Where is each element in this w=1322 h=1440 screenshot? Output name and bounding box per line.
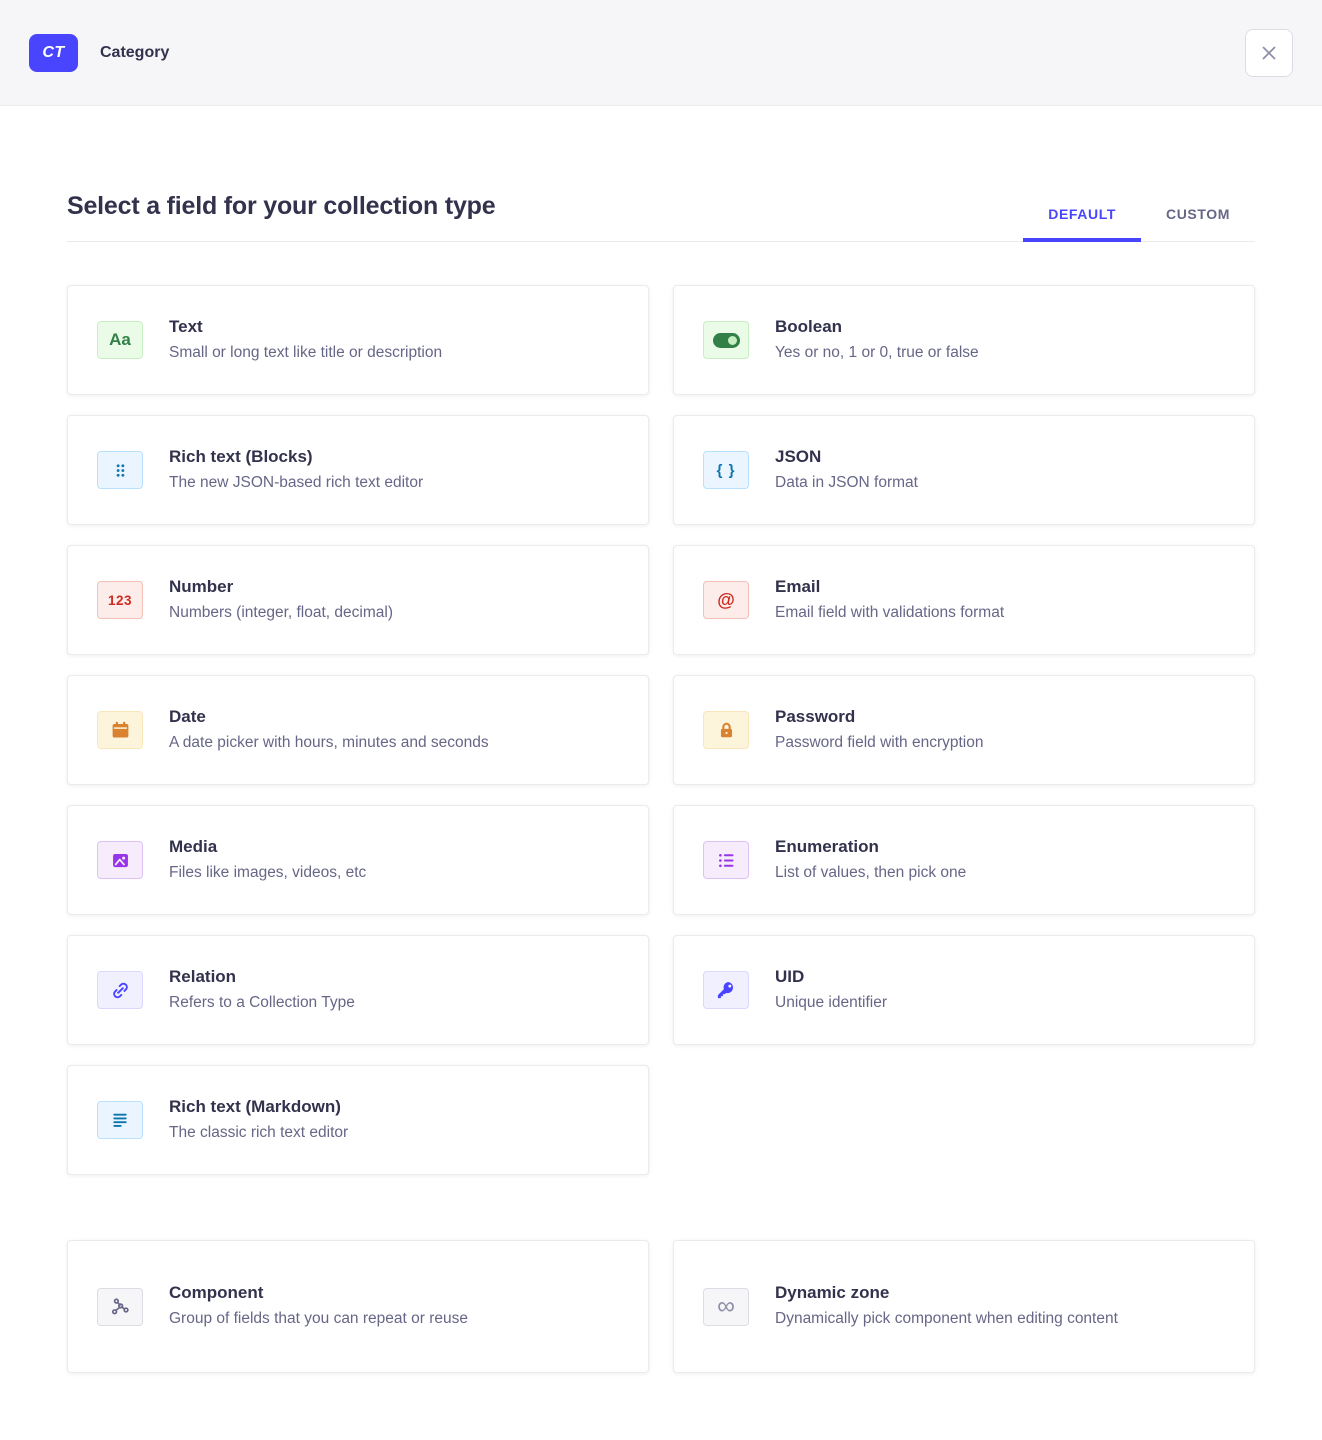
field-description: Files like images, videos, etc <box>169 863 367 881</box>
aa-glyph: Aa <box>109 330 131 349</box>
key-icon <box>703 971 749 1009</box>
tab-custom[interactable]: CUSTOM <box>1141 198 1255 241</box>
nodes-icon <box>97 1288 143 1326</box>
field-card-richtext-blocks[interactable] <box>67 415 649 525</box>
field-description: Small or long text like title or description <box>169 343 443 361</box>
field-card-json[interactable] <box>673 415 1255 525</box>
advanced-fields-grid <box>67 1240 1255 1373</box>
calendar-icon <box>97 711 143 749</box>
page-title: Select a field for your collection type <box>67 192 496 220</box>
field-title: UID <box>775 966 805 986</box>
field-title: Media <box>169 836 218 856</box>
field-card-number[interactable] <box>67 545 649 655</box>
close-icon <box>1258 42 1280 64</box>
field-title: Enumeration <box>775 836 879 856</box>
field-description: The classic rich text editor <box>169 1123 349 1141</box>
field-description: Dynamically pick component when editing content <box>775 1310 1118 1328</box>
field-description: Yes or no, 1 or 0, true or false <box>775 343 979 361</box>
field-description: Group of fields that you can repeat or reuse <box>169 1310 468 1328</box>
field-card-richtext-markdown[interactable] <box>67 1065 649 1175</box>
content-type-badge: CT <box>29 34 78 72</box>
field-description: A date picker with hours, minutes and seconds <box>169 733 489 751</box>
field-description: Data in JSON format <box>775 473 918 491</box>
align-left-icon <box>97 1101 143 1139</box>
field-title: Relation <box>169 966 237 986</box>
field-title: Boolean <box>775 316 843 336</box>
field-description: Numbers (integer, float, decimal) <box>169 603 393 621</box>
field-description: Unique identifier <box>775 993 888 1011</box>
field-description: Password field with encryption <box>775 733 984 751</box>
number-glyph: 123 <box>107 592 133 608</box>
field-title: Date <box>169 706 206 726</box>
field-title: Email <box>775 576 821 596</box>
field-title: Rich text (Blocks) <box>169 446 313 466</box>
bullet-list-icon <box>703 841 749 879</box>
field-title: Password <box>775 706 856 726</box>
field-title: Rich text (Markdown) <box>169 1096 341 1116</box>
field-description: The new JSON-based rich text editor <box>169 473 424 491</box>
lock-icon <box>703 711 749 749</box>
field-title: Number <box>169 576 234 596</box>
field-title: Component <box>169 1283 264 1303</box>
field-description: Refers to a Collection Type <box>169 993 355 1011</box>
field-card-boolean[interactable] <box>673 285 1255 395</box>
field-card-dynamic-zone[interactable] <box>673 1240 1255 1373</box>
infinity-icon <box>703 1288 749 1326</box>
field-title: Dynamic zone <box>775 1283 890 1303</box>
field-title: JSON <box>775 446 822 466</box>
field-description: Email field with validations format <box>775 603 1005 621</box>
at-glyph: @ <box>717 589 735 610</box>
text-aa-icon <box>97 321 143 359</box>
field-card-enumeration[interactable] <box>673 805 1255 915</box>
default-fields-grid <box>67 285 1255 1175</box>
field-card-uid[interactable] <box>673 935 1255 1045</box>
infinity-glyph: ∞ <box>717 1292 735 1320</box>
field-card-password[interactable] <box>673 675 1255 785</box>
modal-header <box>0 0 1322 106</box>
modal-body <box>0 192 1322 1437</box>
toggle-icon <box>703 321 749 359</box>
blocks-dots-icon <box>97 451 143 489</box>
field-card-date[interactable] <box>67 675 649 785</box>
field-card-component[interactable] <box>67 1240 649 1373</box>
field-card-media[interactable] <box>67 805 649 915</box>
close-button[interactable] <box>1245 29 1293 77</box>
field-card-relation[interactable] <box>67 935 649 1045</box>
field-card-text[interactable] <box>67 285 649 395</box>
json-braces-icon <box>703 451 749 489</box>
tabs <box>1023 198 1255 241</box>
link-icon <box>97 971 143 1009</box>
number-123-icon <box>97 581 143 619</box>
field-title: Text <box>169 316 203 336</box>
braces-glyph: { } <box>716 461 736 479</box>
field-card-email[interactable] <box>673 545 1255 655</box>
modal-titlebar <box>67 192 1255 242</box>
tab-default[interactable]: DEFAULT <box>1023 198 1141 241</box>
field-description: List of values, then pick one <box>775 863 967 881</box>
image-icon <box>97 841 143 879</box>
content-type-name: Category <box>100 43 170 61</box>
email-at-icon <box>703 581 749 619</box>
